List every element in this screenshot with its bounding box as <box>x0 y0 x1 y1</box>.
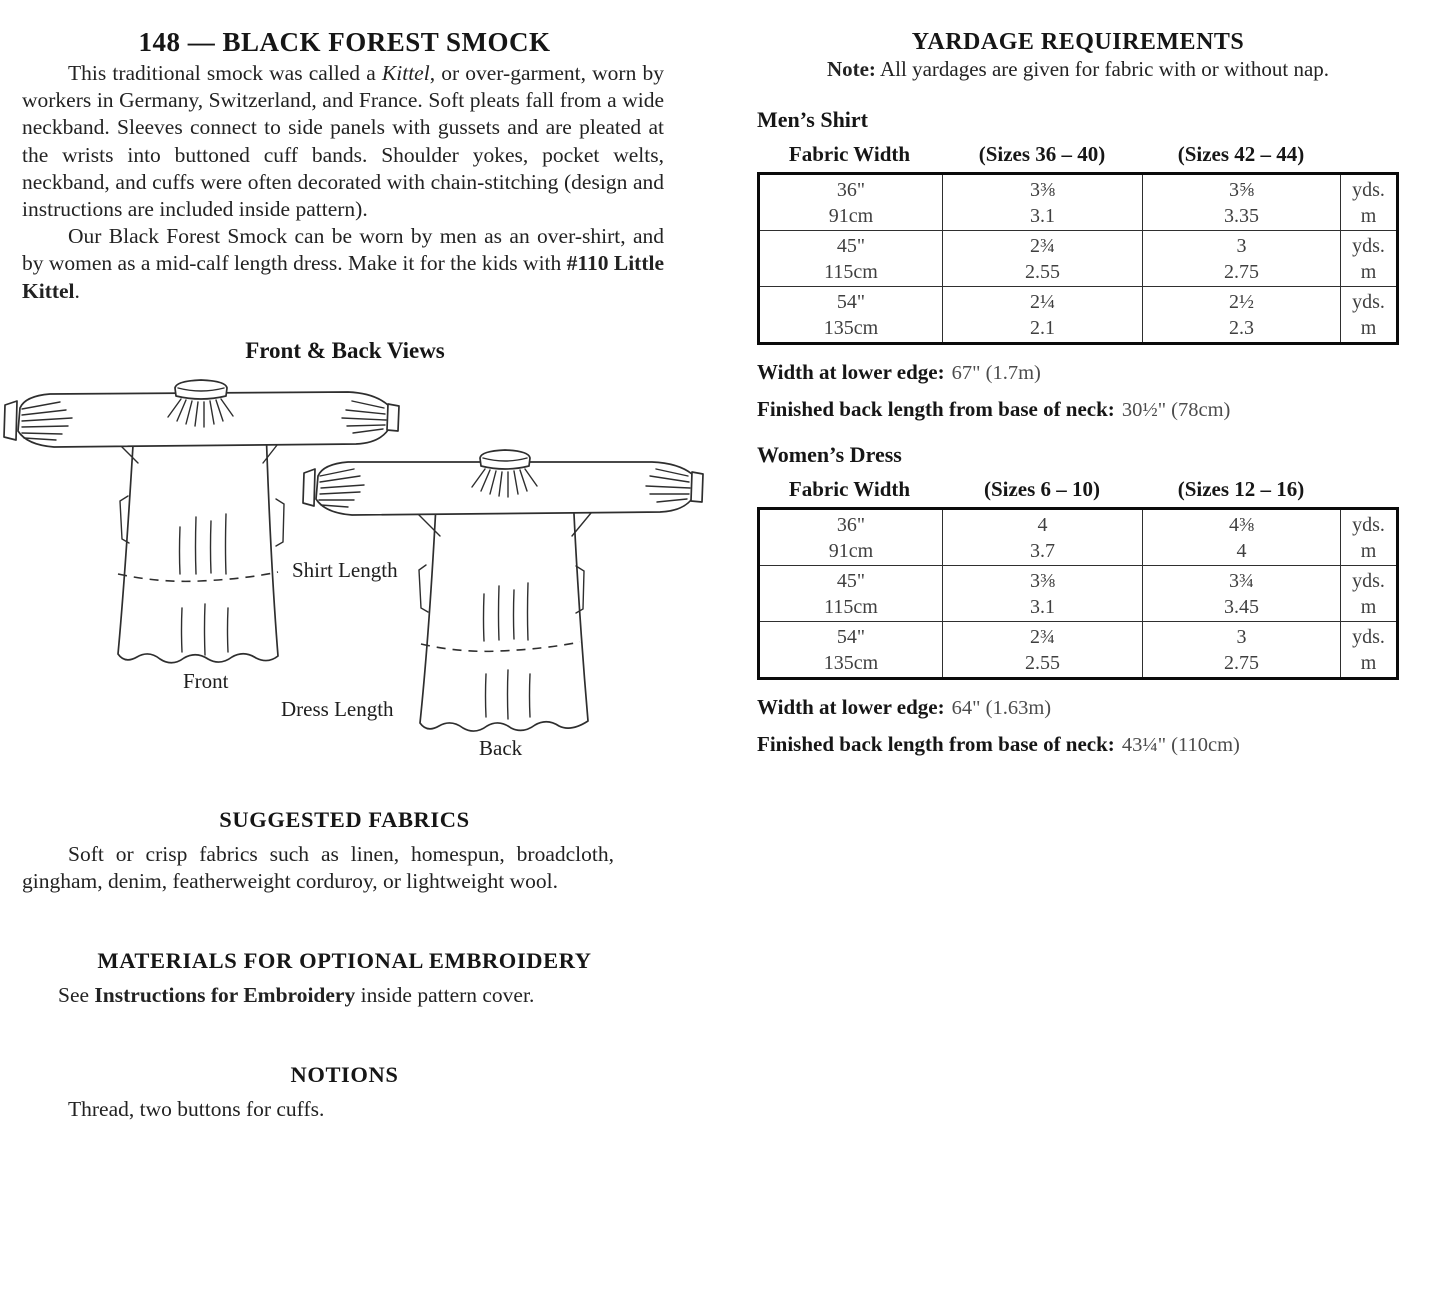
table-cell <box>1143 287 1341 344</box>
cell-value: 2.3 <box>1229 316 1254 339</box>
table-cell <box>1143 566 1341 622</box>
smock-front-drawing <box>4 380 399 663</box>
table-cell <box>1143 509 1341 566</box>
cell-value: m <box>1360 539 1377 562</box>
table-cell-units <box>1341 231 1398 287</box>
table-row <box>759 231 1398 287</box>
cell-value: 3 <box>1236 625 1247 648</box>
table-cell <box>759 622 943 679</box>
cell-value: 45" <box>836 234 866 257</box>
little-kittel-bold: #110 Little Kittel <box>22 251 665 303</box>
front-view-label: Front <box>183 669 229 693</box>
cell-value: yds. <box>1352 569 1385 592</box>
cell-value: 4 <box>1037 513 1048 536</box>
cell-value: 3⅜ <box>1030 569 1055 592</box>
womens-dress-heading: Women’s Dress <box>757 442 902 467</box>
table-cell <box>943 509 1143 566</box>
embroidery-text <box>22 982 667 1009</box>
spec-label: Finished back length from base of neck: <box>757 397 1115 421</box>
yardage-note <box>737 57 1419 82</box>
table-cell <box>943 566 1143 622</box>
cell-value: 2.75 <box>1224 651 1259 674</box>
embroidery-text-before: See <box>58 983 95 1007</box>
table-cell <box>759 566 943 622</box>
intro-p1-text-cont: , or over-garment, worn by workers in Germany, Switzerland, and France. Soft pleats fall from a wide neckband. Sleeves connect to side panels with gussets and are pleated at the wrists into buttoned cuff bands. Shoulder yokes, pocket welts, neckband, and cuffs were often decorated with chain-stitching (design and instructions are included inside pattern). <box>22 61 664 222</box>
mens-table-header <box>757 142 1402 167</box>
dress-length-label: Dress Length <box>281 697 394 721</box>
cell-value: yds. <box>1352 290 1385 313</box>
cell-value: m <box>1360 595 1377 618</box>
intro-p2-text: Our Black Forest Smock can be worn by men as an over-shirt, and by women as a mid-calf length dress. Make it for the kids with <box>22 224 664 276</box>
suggested-fabrics-section <box>22 807 667 895</box>
table-cell <box>943 622 1143 679</box>
embroidery-text-bold: Instructions for Embroidery <box>94 983 356 1007</box>
cell-value: 4 <box>1236 539 1247 562</box>
table-cell-units <box>1341 287 1398 344</box>
suggested-fabrics-heading: SUGGESTED FABRICS <box>219 807 470 832</box>
cell-value: 3.45 <box>1224 595 1259 618</box>
table-row <box>759 509 1398 566</box>
cell-value: 2¾ <box>1030 625 1055 648</box>
cell-value: 2½ <box>1229 290 1254 313</box>
notions-heading: NOTIONS <box>290 1062 399 1087</box>
cell-value: m <box>1360 204 1377 227</box>
mens-back-length-spec <box>757 397 1402 422</box>
suggested-fabrics-text: Soft or crisp fabrics such as linen, homespun, broadcloth, gingham, denim, featherweight corduroy, or lightweight wool. <box>22 842 614 893</box>
yardage-heading: YARDAGE REQUIREMENTS <box>911 29 1245 55</box>
intro-paragraph-1 <box>22 60 664 223</box>
cell-value: 91cm <box>828 539 874 562</box>
cell-value: 135cm <box>823 316 879 339</box>
cell-value: 3.35 <box>1224 204 1259 227</box>
spec-label: Width at lower edge: <box>757 695 945 719</box>
table-cell-units <box>1341 174 1398 231</box>
column-header-sizes-a: (Sizes 6 – 10) <box>983 477 1101 501</box>
column-header-sizes-b: (Sizes 12 – 16) <box>1177 477 1305 501</box>
table-row <box>759 566 1398 622</box>
table-row <box>759 622 1398 679</box>
womens-yardage-table <box>757 507 1399 680</box>
page-title: 148 — BLACK FOREST SMOCK <box>138 27 551 57</box>
cell-value: 2.1 <box>1030 316 1055 339</box>
column-header-sizes-b: (Sizes 42 – 44) <box>1177 142 1305 166</box>
notions-section <box>22 1062 667 1123</box>
table-row <box>759 287 1398 344</box>
table-cell <box>1143 231 1341 287</box>
note-label: Note: <box>826 57 876 81</box>
cell-value: yds. <box>1352 178 1385 201</box>
column-header-fabric-width: Fabric Width <box>788 142 911 166</box>
table-cell <box>1143 622 1341 679</box>
column-header-units <box>1340 477 1398 502</box>
intro-p1-text: This traditional smock was called a <box>68 61 382 85</box>
cell-value: 2¼ <box>1030 290 1055 313</box>
cell-value: 2.55 <box>1025 260 1060 283</box>
table-cell-units <box>1341 509 1398 566</box>
cell-value: 115cm <box>824 595 878 618</box>
intro-paragraph-2 <box>22 223 664 305</box>
cell-value: m <box>1360 260 1377 283</box>
spec-label: Finished back length from base of neck: <box>757 732 1115 756</box>
cell-value: 3⅜ <box>1030 178 1055 201</box>
mens-shirt-heading: Men’s Shirt <box>757 107 869 132</box>
spec-value: 30½" (78cm) <box>1121 399 1231 421</box>
cell-value: 2.75 <box>1224 260 1259 283</box>
cell-value: 3⅝ <box>1229 178 1254 201</box>
cell-value: 2¾ <box>1030 234 1055 257</box>
cell-value: 91cm <box>828 204 874 227</box>
cell-value: 2.55 <box>1025 651 1060 674</box>
table-cell <box>943 174 1143 231</box>
back-view-label: Back <box>479 736 523 760</box>
cell-value: 54" <box>836 625 866 648</box>
cell-value: 36" <box>836 178 866 201</box>
womens-table-header <box>757 477 1402 502</box>
notions-text: Thread, two buttons for cuffs. <box>68 1097 325 1121</box>
cell-value: 3.1 <box>1030 595 1055 618</box>
cell-value: 3.1 <box>1030 204 1055 227</box>
womens-width-spec <box>757 695 1402 720</box>
cell-value: yds. <box>1352 234 1385 257</box>
cell-value: 3.7 <box>1030 539 1055 562</box>
cell-value: 115cm <box>824 260 878 283</box>
cell-value: 4⅜ <box>1229 513 1254 536</box>
spec-label: Width at lower edge: <box>757 360 945 384</box>
table-cell <box>759 509 943 566</box>
views-heading: Front & Back Views <box>245 338 445 363</box>
womens-back-length-spec <box>757 732 1402 757</box>
table-cell <box>943 287 1143 344</box>
table-cell-units <box>1341 622 1398 679</box>
spec-value: 43¼" (110cm) <box>1121 734 1240 756</box>
column-header-units <box>1340 142 1398 167</box>
embroidery-section <box>22 948 667 1009</box>
mens-yardage-table <box>757 172 1399 345</box>
mens-shirt-section <box>757 107 1402 422</box>
womens-dress-section <box>757 442 1402 757</box>
cell-value: 36" <box>836 513 866 536</box>
spec-value: 67" (1.7m) <box>951 362 1041 384</box>
cell-value: yds. <box>1352 513 1385 536</box>
smock-back-drawing <box>303 450 703 731</box>
cell-value: 3 <box>1236 234 1247 257</box>
front-back-views-illustration <box>0 368 760 780</box>
table-cell <box>759 174 943 231</box>
table-cell <box>759 287 943 344</box>
embroidery-text-after: inside pattern cover. <box>355 983 535 1007</box>
table-cell <box>943 231 1143 287</box>
table-row <box>759 174 1398 231</box>
mens-width-spec <box>757 360 1402 385</box>
spec-value: 64" (1.63m) <box>951 697 1052 719</box>
table-cell <box>1143 174 1341 231</box>
cell-value: 45" <box>836 569 866 592</box>
table-cell-units <box>1341 566 1398 622</box>
cell-value: m <box>1360 316 1377 339</box>
cell-value: 135cm <box>823 651 879 674</box>
table-cell <box>759 231 943 287</box>
cell-value: m <box>1360 651 1377 674</box>
note-text: All yardages are given for fabric with or without nap. <box>875 57 1330 81</box>
cell-value: 54" <box>836 290 866 313</box>
intro-paragraphs <box>22 60 664 305</box>
cell-value: 3¾ <box>1229 569 1254 592</box>
kittel-italic: Kittel <box>381 61 430 85</box>
cell-value: yds. <box>1352 625 1385 648</box>
intro-p2-text-cont: . <box>74 278 80 303</box>
shirt-length-label: Shirt Length <box>292 558 398 582</box>
column-header-sizes-a: (Sizes 36 – 40) <box>978 142 1106 166</box>
column-header-fabric-width: Fabric Width <box>788 477 911 501</box>
embroidery-heading: MATERIALS FOR OPTIONAL EMBROIDERY <box>97 948 592 973</box>
